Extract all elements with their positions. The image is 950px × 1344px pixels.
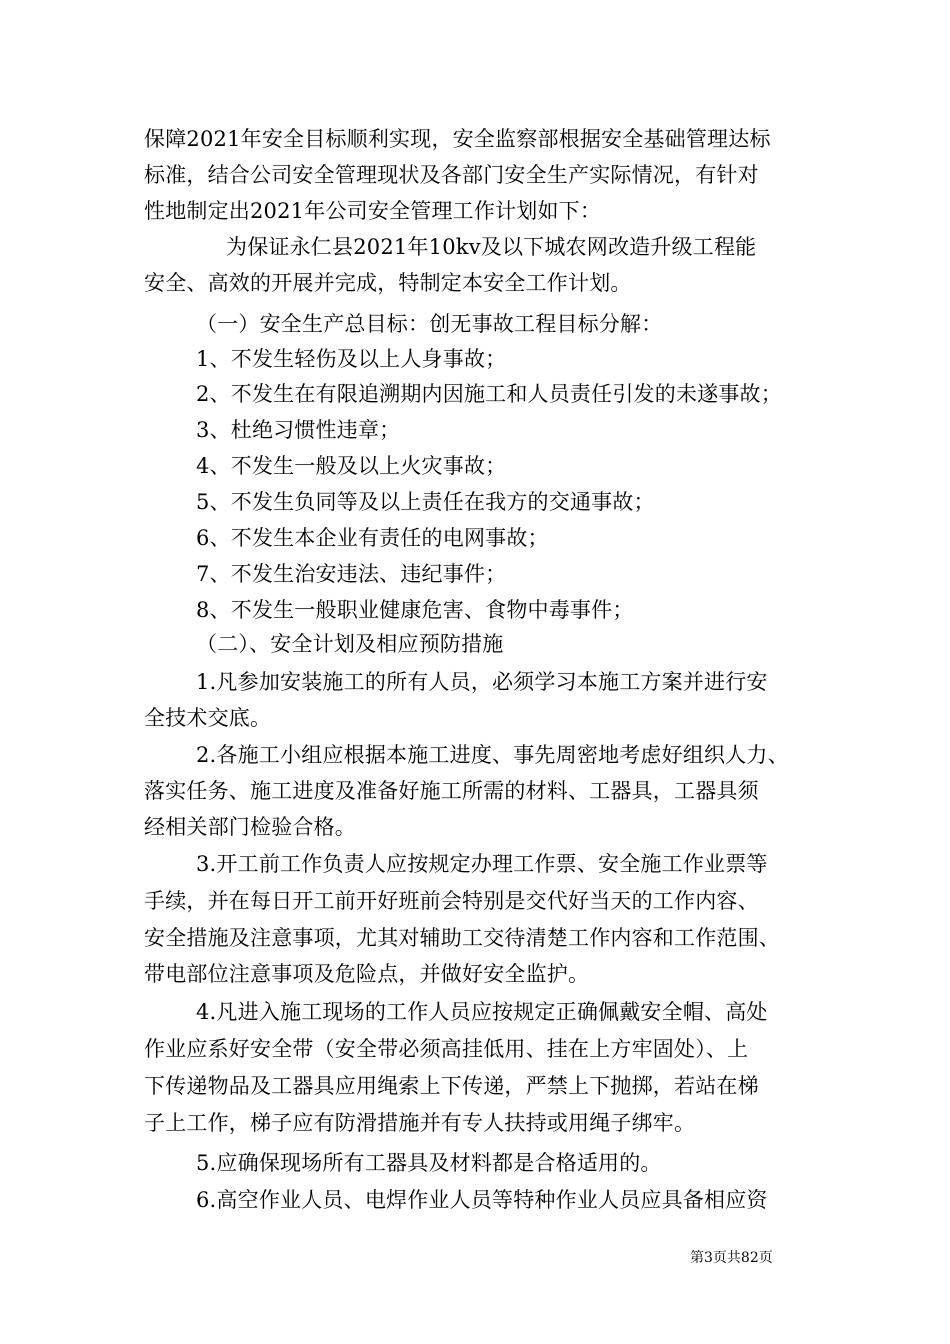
text-line: 1.凡参加安装施工的所有人员，必须学习本施工方案并进行安	[196, 670, 768, 694]
list-item: 3、杜绝习惯性违章；	[196, 418, 401, 442]
text-line: 4.凡进入施工现场的工作人员应按规定正确佩戴安全帽、高处	[196, 1000, 768, 1024]
text-line: 2.各施工小组应根据本施工进度、事先周密地考虑好组织人力、	[196, 743, 789, 767]
list-item: 6、不发生本企业有责任的电网事故；	[196, 526, 549, 550]
text-line: 全技术交底。	[144, 706, 272, 730]
list-item: 8、不发生一般职业健康危害、食物中毒事件；	[196, 598, 634, 622]
text-line: 为保证永仁县2021年10kv及以下城农网改造升级工程能	[226, 235, 757, 259]
section-heading: （一）安全生产总目标：创无事故工程目标分解：	[196, 312, 663, 336]
text-line: 保障2021年安全目标顺利实现，安全监察部根据安全基础管理达标	[144, 127, 771, 151]
text-line: 子上工作，梯子应有防滑措施并有专人扶持或用绳子绑牢。	[144, 1111, 696, 1135]
text-line: 下传递物品及工器具应用绳索上下传递，严禁上下抛掷，若站在梯	[144, 1074, 759, 1098]
text-line: 作业应系好安全带（安全带必须高挂低用、挂在上方牢固处）、上	[144, 1037, 749, 1061]
text-line: 标准，结合公司安全管理现状及各部门安全生产实际情况，有针对	[144, 163, 759, 187]
text-line: 经相关部门检验合格。	[144, 815, 356, 839]
text-line: 带电部位注意事项及危险点，并做好安全监护。	[144, 962, 590, 986]
list-item: 2、不发生在有限追溯期内因施工和人员责任引发的未遂事故；	[196, 382, 782, 406]
text-line: 落实任务、施工进度及准备好施工所需的材料、工器具，工器具须	[144, 779, 759, 803]
text-line: 手续，并在每日开工前开好班前会特别是交代好当天的工作内容、	[144, 889, 759, 913]
text-line: 5.应确保现场所有工器具及材料都是合格适用的。	[196, 1151, 662, 1175]
text-line: 6.高空作业人员、电焊作业人员等特种作业人员应具备相应资	[196, 1188, 768, 1212]
text-line: 安全、高效的开展并完成，特制定本安全工作计划。	[144, 271, 632, 295]
page-number: 第3页共82页	[690, 1250, 773, 1266]
text-line: 3.开工前工作负责人应按规定办理工作票、安全施工作业票等	[196, 852, 768, 876]
list-item: 4、不发生一般及以上火灾事故；	[196, 454, 507, 478]
text-line: 安全措施及注意事项，尤其对辅助工交待清楚工作内容和工作范围、	[144, 926, 780, 950]
section-heading: （二）、安全计划及相应预防措施	[196, 632, 504, 656]
list-item: 7、不发生治安违法、违纪事件；	[196, 562, 507, 586]
list-item: 1、不发生轻伤及以上人身事故；	[196, 347, 507, 371]
list-item: 5、不发生负同等及以上责任在我方的交通事故；	[196, 490, 655, 514]
text-line: 性地制定出2021年公司安全管理工作计划如下：	[144, 199, 602, 223]
